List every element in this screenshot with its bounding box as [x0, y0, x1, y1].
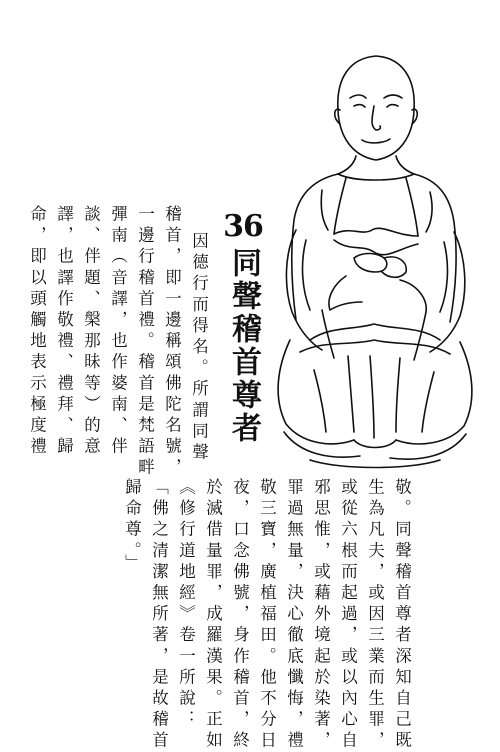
- text-column: 或從六根而起過，或以內心自: [338, 478, 358, 752]
- text-column: 稽首，即一邊稱頌佛陀名號，: [162, 205, 182, 480]
- arhat-hands: [354, 254, 387, 273]
- text-column: 罪過無量，決心徹底懺悔，禮: [284, 478, 304, 752]
- text-column: 談、伴題、槃那昧等）的意: [81, 205, 101, 459]
- text-column: 命，即以頭觸地表示極度禮: [27, 205, 47, 459]
- text-column: 因德行而得名。所謂同聲: [189, 232, 209, 465]
- page-title: [218, 210, 268, 449]
- text-column: 夜，口念佛號，身作稽首，終: [230, 478, 250, 752]
- text-column: 一邊行稽首禮。稽首是梵語畔: [135, 205, 155, 480]
- arhat-robe: [292, 174, 338, 320]
- text-column: 於滅借量罪，成羅漢果。正如: [203, 478, 223, 752]
- text-column: 生為凡夫，或因三業而生罪，: [365, 478, 385, 752]
- arhat-head: [338, 56, 414, 160]
- text-column: 敬三寶，廣植福田。他不分日: [257, 478, 277, 752]
- text-column: 邪思惟，或藉外境起於染著，: [311, 478, 331, 752]
- text-column: 歸命尊。」: [122, 478, 142, 576]
- text-column: 彈南（音譯，也作婆南、伴: [108, 205, 128, 459]
- arhat-illustration: [250, 40, 490, 480]
- text-column: 敬。同聲稽首尊者深知自己既: [392, 478, 412, 752]
- text-column: 《修行道地經》卷一所說：: [176, 478, 196, 732]
- text-column: 譯，也譯作敬禮、禮拜、歸: [54, 205, 74, 459]
- entry-number: 36: [223, 209, 263, 244]
- entry-title: 同聲稽首尊者: [226, 247, 261, 445]
- text-column: 「佛之清潔無所著，是故稽首: [149, 478, 169, 752]
